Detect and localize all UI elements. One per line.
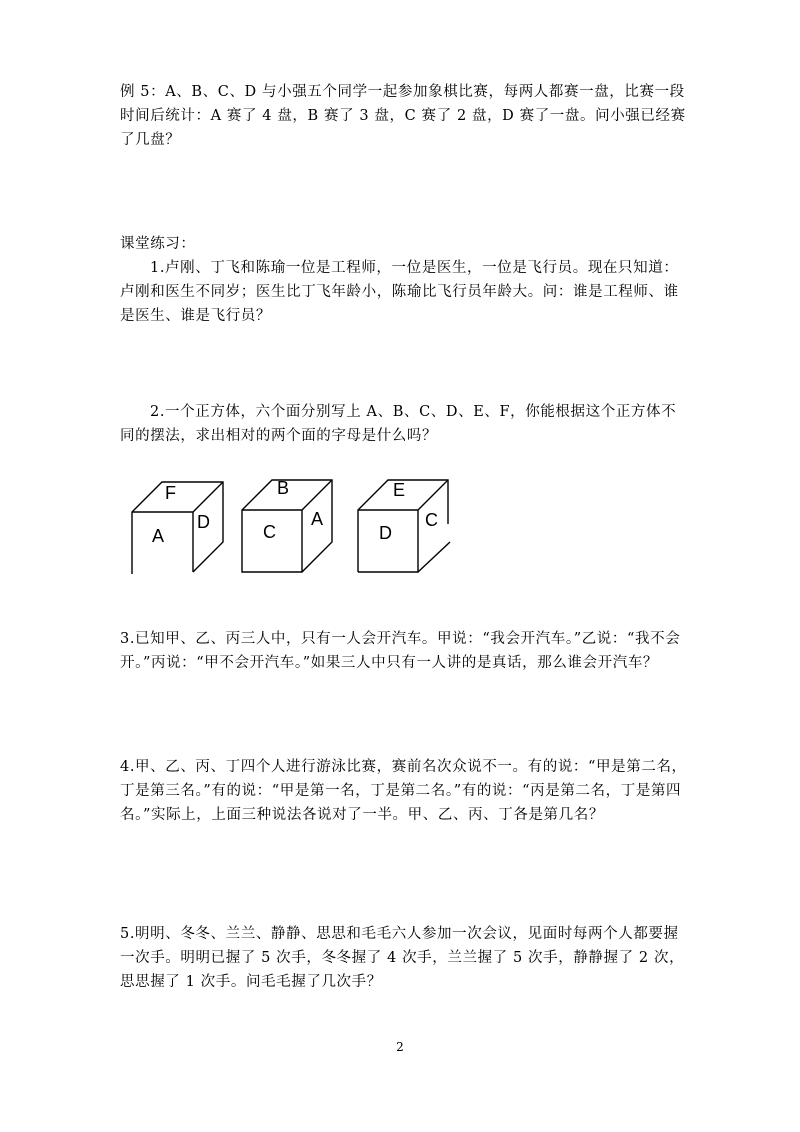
cube-1-side-label: D [197, 512, 210, 532]
cube-1-top-label: F [165, 483, 176, 503]
practice-heading: 课堂练习： [120, 236, 196, 252]
cube-3-side-label: C [425, 510, 438, 530]
cube-3-front-label: D [379, 523, 392, 543]
cube-diagrams [125, 470, 465, 580]
cube-2-front-label: C [263, 522, 276, 542]
question-3-text: 3.已知甲、乙、丙三人中，只有一人会开汽车。甲说：“我会开汽车。”乙说：“我不会开。”丙说：“甲不会开汽车。”如果三人中只有一人讲的是真话，那么谁会开汽车？ [120, 631, 681, 671]
question-4-text: 4.甲、乙、丙、丁四个人进行游泳比赛，赛前名次众说不一。有的说：“甲是第二名，丁是第三名。”有的说：“甲是第一名，丁是第二名。”有的说：“丙是第二名，丁是第四名。”实际上，上面三种说法各说对了一半。甲、乙、丙、丁各是第几名？ [120, 759, 687, 823]
question-1-text: 1.卢刚、丁飞和陈瑜一位是工程师，一位是医生，一位是飞行员。现在只知道：卢刚和医生不同岁；医生比丁飞年龄小，陈瑜比飞行员年龄大。问：谁是工程师、谁是医生、谁是飞行员？ [120, 260, 679, 324]
question-2-text: 2.一个正方体，六个面分别写上 A、B、C、D、E、F，你能根据这个正方体不同的摆法，求出相对的两个面的字母是什么吗？ [120, 404, 677, 444]
cube-1-front-label: A [152, 526, 165, 546]
cube-3-top-label: E [393, 480, 406, 500]
question-5-text: 5.明明、冬冬、兰兰、静静、思思和毛毛六人参加一次会议，见面时每两个人都要握一次手。明明已握了 5 次手，冬冬握了 4 次手，兰兰握了 5 次手，静静握了 2 次，思思握了 1 次手。问毛毛握了几次手？ [120, 926, 685, 990]
example-5-text: 例 5：A、B、C、D 与小强五个同学一起参加象棋比赛，每两人都赛一盘，比赛一段时间后统计：A 赛了 4 盘，B 赛了 3 盘，C 赛了 2 盘，D 赛了一盘。问小强已经赛了几盘？ [120, 84, 686, 148]
cube-2-side-label: A [311, 509, 324, 529]
page-number: 2 [396, 1040, 404, 1054]
cube-2-top-label: B [277, 478, 290, 498]
